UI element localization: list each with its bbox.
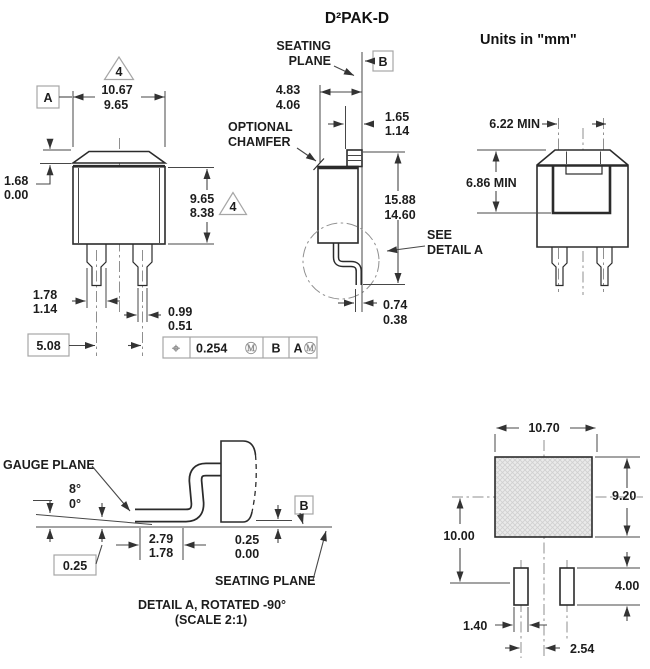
front-lead-tip-width-max: 0.99 bbox=[168, 305, 193, 319]
land-lead-pad-pitch: 2.54 bbox=[570, 642, 595, 656]
detail-standoff-max: 0.25 bbox=[234, 533, 260, 547]
gdt-datum-b: B bbox=[271, 341, 281, 356]
front-width-min: 9.65 bbox=[103, 98, 129, 112]
front-lead-width-max: 1.78 bbox=[32, 288, 58, 302]
front-view bbox=[4, 57, 317, 358]
front-dome-height-max: 1.68 bbox=[4, 174, 29, 188]
side-view bbox=[228, 39, 483, 327]
lead-pad-left bbox=[514, 568, 528, 605]
front-lead-tip-width-min: 0.51 bbox=[168, 319, 193, 333]
front-lead-pitch: 5.08 bbox=[36, 339, 61, 353]
detail-foot-length-min: 1.78 bbox=[148, 546, 174, 560]
land-lead-pad-height: 4.00 bbox=[615, 579, 640, 593]
side-height-min: 14.60 bbox=[384, 208, 416, 222]
back-lead-left bbox=[552, 247, 567, 286]
gauge-plane-label: GAUGE PLANE bbox=[3, 458, 95, 472]
seating-plane-label-line2: PLANE bbox=[288, 54, 331, 68]
mmc-modifier-icon: Ⓜ bbox=[244, 341, 258, 356]
side-body bbox=[318, 167, 358, 244]
front-width-max: 10.67 bbox=[101, 83, 133, 97]
back-notch-depth: 6.86 MIN bbox=[466, 176, 517, 190]
mmc-modifier-icon: Ⓜ bbox=[303, 341, 317, 356]
side-body-thickness-max: 4.83 bbox=[275, 83, 301, 97]
front-body-height-max: 9.65 bbox=[189, 192, 215, 206]
land-pad-width: 10.70 bbox=[528, 421, 560, 435]
detail-caption: DETAIL A, ROTATED -90° bbox=[137, 598, 287, 612]
front-dome-height-min: 0.00 bbox=[4, 188, 29, 202]
detail-seating-plane-label: SEATING PLANE bbox=[215, 574, 316, 588]
tab-pad bbox=[495, 457, 592, 537]
datum-a-label: A bbox=[43, 91, 53, 105]
units-note: Units in "mm" bbox=[480, 32, 577, 48]
detail-body-section bbox=[221, 441, 256, 522]
detail-standoff-min: 0.00 bbox=[234, 547, 260, 561]
note-flag-2: 4 bbox=[229, 200, 237, 214]
detail-scale-note: (SCALE 2:1) bbox=[174, 613, 248, 627]
detail-angle-max: 8° bbox=[69, 482, 81, 496]
gdt-tolerance: 0.254 bbox=[196, 341, 228, 356]
back-view bbox=[466, 117, 628, 295]
back-notch-width: 6.22 MIN bbox=[489, 117, 540, 131]
front-body-height-min: 8.38 bbox=[189, 206, 215, 220]
seating-plane-label-line1: SEATING bbox=[276, 39, 331, 53]
lead-pad-right bbox=[560, 568, 574, 605]
gdt-datum-a: A bbox=[293, 341, 303, 356]
front-body bbox=[73, 167, 165, 244]
optional-chamfer-label-line1: OPTIONAL bbox=[228, 120, 293, 134]
side-body-thickness-min: 4.06 bbox=[275, 98, 301, 112]
detail-foot-length-max: 2.79 bbox=[148, 532, 174, 546]
side-lead-thickness-max: 0.74 bbox=[383, 298, 408, 312]
optional-chamfer-label-line2: CHAMFER bbox=[228, 135, 291, 149]
detail-angle-min: 0° bbox=[69, 497, 81, 511]
land-pattern-view bbox=[443, 421, 643, 658]
page-title: D²PAK-D bbox=[324, 10, 390, 27]
land-lead-pad-width: 1.40 bbox=[463, 619, 488, 633]
side-tab-thickness-min: 1.14 bbox=[384, 124, 410, 138]
back-lead-right bbox=[597, 247, 612, 286]
see-detail-label-line2: DETAIL A bbox=[427, 243, 484, 257]
land-pad-height: 9.20 bbox=[612, 489, 637, 503]
front-tab-dome bbox=[73, 152, 165, 164]
side-lead-thickness-min: 0.38 bbox=[383, 313, 408, 327]
detail-a-view bbox=[3, 441, 332, 627]
gauge-offset-value: 0.25 bbox=[62, 559, 88, 573]
detail-lead-foot bbox=[135, 470, 223, 516]
gdt-frame bbox=[163, 337, 317, 358]
datum-b-label: B bbox=[378, 55, 388, 69]
see-detail-label-line1: SEE bbox=[427, 228, 453, 242]
side-height-max: 15.88 bbox=[384, 193, 416, 207]
side-tab bbox=[347, 150, 362, 167]
detail-datum-b-label: B bbox=[299, 499, 309, 513]
detail-gauge-angle-line bbox=[36, 515, 152, 525]
note-flag-1: 4 bbox=[115, 65, 123, 79]
land-pitch-vertical: 10.00 bbox=[443, 529, 475, 543]
side-tab-thickness-max: 1.65 bbox=[384, 110, 410, 124]
front-lead-width-min: 1.14 bbox=[32, 302, 58, 316]
position-symbol-icon: ⌖ bbox=[172, 340, 180, 356]
